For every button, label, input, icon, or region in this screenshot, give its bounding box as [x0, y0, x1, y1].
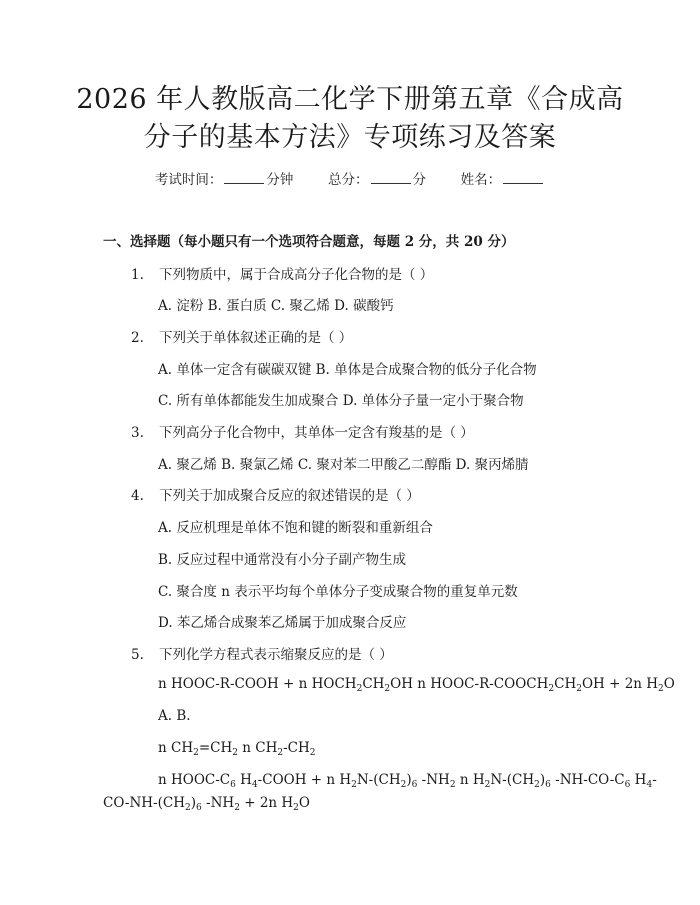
- equation-3: n HOOC-$C_6$ $H_4$-COOH + n $H_2N-(CH_2)_6$ $-NH_2$ n $H_2N-(CH_2)_6$ $-NH-CO-C_6$ $H_4-$: [158, 772, 657, 790]
- question-text: 下列关于加成聚合反应的叙述错误的是（ ）: [159, 488, 420, 504]
- equation-1: n HOOC-R-COOH + n $HOCH_2CH_2OH$ n HOOC-$R-COOCH_2CH_2OH + 2n$ $H_2O$: [158, 676, 675, 694]
- question-number: 3.: [131, 425, 144, 441]
- title-line-2: 分子的基本方法》专项练习及答案: [143, 122, 557, 153]
- equation-3-continued: $CO-NH-(CH_2)_6$ $-NH_2 + 2n$ $H_2O$: [103, 795, 310, 813]
- time-blank: [224, 171, 264, 184]
- time-unit: 分钟: [266, 172, 294, 188]
- question-1-options: A. 淀粉 B. 蛋白质 C. 聚乙烯 D. 碳酸钙: [158, 298, 394, 314]
- question-number: 2.: [131, 330, 144, 346]
- question-4: [131, 484, 420, 504]
- title-line-1: 2026 年人教版高二化学下册第五章《合成高: [76, 84, 624, 115]
- question-1: [131, 263, 433, 283]
- equation-2: n $CH_2=CH_2$ n $CH_2-CH_2$: [158, 740, 316, 758]
- exam-meta: [0, 168, 700, 188]
- question-3: [131, 421, 474, 441]
- name-label: 姓名：: [460, 172, 502, 188]
- question-5: [131, 643, 393, 663]
- question-4-option-d: D. 苯乙烯合成聚苯乙烯属于加成聚合反应: [158, 615, 407, 631]
- question-4-option-b: B. 反应过程中通常没有小分子副产物生成: [158, 552, 407, 568]
- question-number: 5.: [131, 647, 144, 663]
- question-2-options-cd: C. 所有单体都能发生加成聚合 D. 单体分子量一定小于聚合物: [158, 393, 524, 409]
- question-text: 下列化学方程式表示缩聚反应的是（ ）: [159, 647, 393, 663]
- question-text: 下列关于单体叙述正确的是（ ）: [159, 330, 353, 346]
- question-3-options: A. 聚乙烯 B. 聚氯乙烯 C. 聚对苯二甲酸乙二醇酯 D. 聚丙烯腈: [158, 457, 529, 473]
- question-number: 1.: [131, 267, 144, 283]
- question-text: 下列物质中，属于合成高分子化合物的是（ ）: [159, 267, 434, 283]
- question-2: [131, 326, 352, 346]
- question-4-option-a: A. 反应机理是单体不饱和键的断裂和重新组合: [158, 520, 433, 536]
- question-4-option-c: C. 聚合度 n 表示平均每个单体分子变成聚合物的重复单元数: [158, 584, 518, 600]
- score-unit: 分: [412, 172, 426, 188]
- score-blank: [371, 171, 411, 184]
- question-text: 下列高分子化合物中，其单体一定含有羧基的是（ ）: [159, 425, 474, 441]
- options-ab: A. B.: [158, 708, 191, 724]
- time-label: 考试时间：: [154, 172, 223, 188]
- question-2-options-ab: A. 单体一定含有碳碳双键 B. 单体是合成聚合物的低分子化合物: [158, 362, 537, 378]
- section-heading: 一、选择题（每小题只有一个选项符合题意，每题 2 分，共 20 分）: [103, 234, 515, 250]
- score-label: 总分：: [328, 172, 369, 188]
- name-blank: [503, 171, 543, 184]
- question-number: 4.: [131, 488, 144, 504]
